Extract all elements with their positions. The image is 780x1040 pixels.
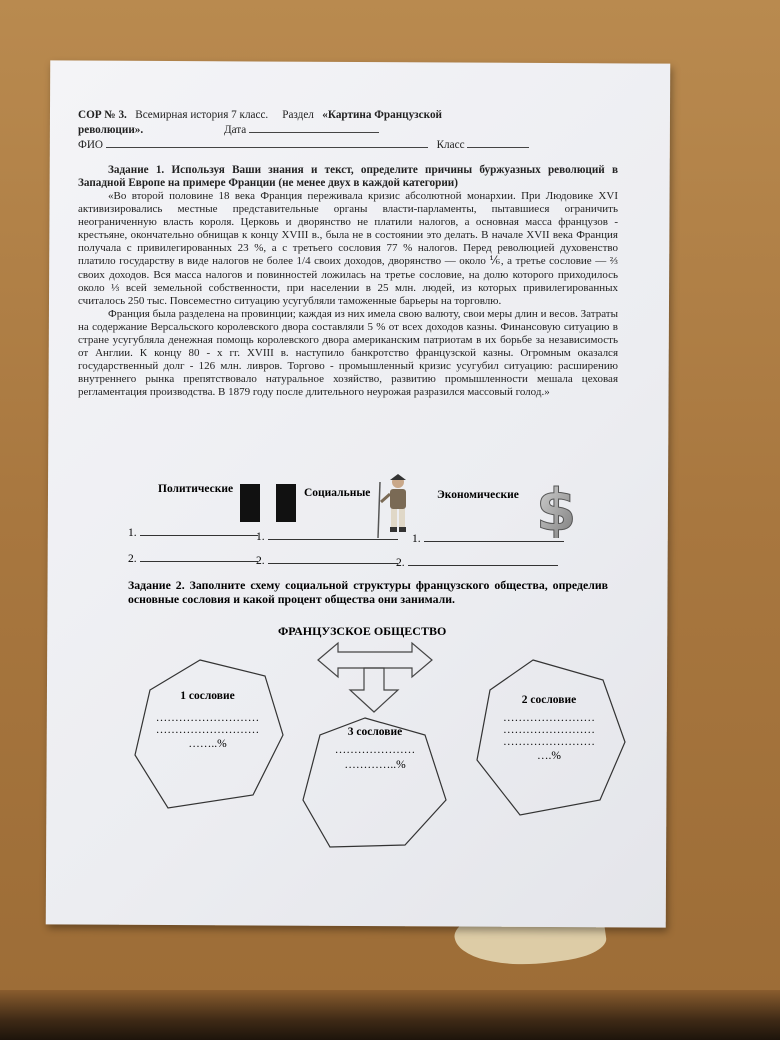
category-social: Социальные — [304, 487, 371, 499]
task1-paragraph-2: Франция была разделена на провинции; каждая из них имела свою валюту, свои меры длин и весов. Затраты на содержание Версальского королевского двора составляли 5 % от всех доходов казны. Финансовую ситуацию в стране усугубляла денежная помощь королевского двора американским патриотам в их борьбе за независимость от Англии. К концу 80 - х гг. XVIII в. наступило банкротство французской казны. Огромным оказался государственный долг - 126 млн. ливров. Торгово - промышленный кризис усугубил ситуацию: расширению внутреннего рынка препятствовало натуральное хозяйство, развитию промышленности мешала цеховая регламентация производства. В 1879 году после длительного неурожая разразился массовый голод.» — [78, 307, 618, 399]
economic-answer-1[interactable]: 1. — [412, 530, 564, 545]
social-answer-1[interactable]: 1. — [256, 528, 398, 543]
sor-label: СОР № 3. — [78, 109, 127, 121]
estate2-percent[interactable]: ….% — [537, 750, 561, 762]
estate3-percent[interactable]: …………..% — [344, 759, 406, 771]
estate1-label: 1 сословие — [180, 690, 235, 702]
estate3-text — [316, 726, 434, 771]
fio-label: ФИО — [78, 139, 103, 151]
category-political: Политические — [158, 483, 234, 495]
section-title-end: революции». — [78, 124, 144, 136]
estate1-dots-1[interactable]: ……………………… — [155, 712, 260, 724]
section-title: «Картина Французской — [322, 109, 442, 121]
political-answer-2[interactable]: 2. — [128, 550, 258, 565]
estate1-dots-2[interactable]: ……………………… — [155, 724, 260, 736]
subject-label: Всемирная история 7 класс. — [135, 109, 269, 121]
task1-paragraph-1: «Во второй половине 18 века Франция переживала кризис абсолютной монархии. При Людовике XVI активизировались местные представительные органы власти-парламенты, пытавшиеся ограничить неограниченную власть короля. Церковь и дворянство не платили налогов, а основная масса французов - крестьяне, окончательно обнищав к концу XVIII в., была не в состоянии это делать. В начале XVII века Франция получала с привилегированных 23 %, а с третьего сословия 77 % налогов. Перед революцией духовенство платило государству в виде налогов не более 1/4 своих доходов, дворянство — около ⅙, а третье сословие — ⅔ своих доходов. Вся масса налогов и повинностей ложилась на третье сословие, на долю которого приходилось около ⅓ всей земельной собственности, при населении в 25 млн. людей, из которых привилегированных считалось 250 тыс. Повсеместно ситуацию усугубляли таможенные барьеры на торговлю. — [78, 190, 618, 307]
estate2-text — [490, 694, 608, 762]
estate2-dots-2[interactable]: …………………… — [503, 724, 595, 736]
estate3-dots-1[interactable]: ………………… — [334, 744, 416, 756]
date-label: Дата — [223, 124, 247, 136]
task2-title: Задание 2. Заполните схему социальной структуры французского общества, определив основные сословия и какой процент общества они занимали. — [128, 578, 608, 606]
political-answer-1[interactable]: 1. — [128, 524, 258, 539]
estate1-percent[interactable]: ……..% — [188, 738, 227, 750]
estate3-label: 3 сословие — [347, 726, 403, 738]
section-label: Раздел — [282, 109, 314, 121]
down-arrow-icon — [350, 668, 398, 712]
estate2-label: 2 сословие — [521, 694, 577, 706]
class-label: Класс — [436, 139, 465, 151]
society-label: ФРАНЦУЗСКОЕ ОБЩЕСТВО — [278, 624, 447, 638]
category-economic: Экономические — [437, 489, 519, 501]
estate1-text — [140, 690, 275, 750]
task1-title: Задание 1. Используя Ваши знания и текст, определите причины буржуазных революций в Западной Европе на примере Франции (не менее двух в каждой категории) — [78, 164, 618, 189]
estate2-dots-3[interactable]: …………………… — [503, 736, 595, 748]
economic-answer-2[interactable]: 2. — [396, 554, 558, 569]
estate2-dots-1[interactable]: …………………… — [503, 712, 595, 724]
svg-text:$: $ — [536, 476, 577, 538]
social-answer-2[interactable]: 2. — [256, 552, 398, 567]
double-arrow-icon — [318, 643, 432, 677]
